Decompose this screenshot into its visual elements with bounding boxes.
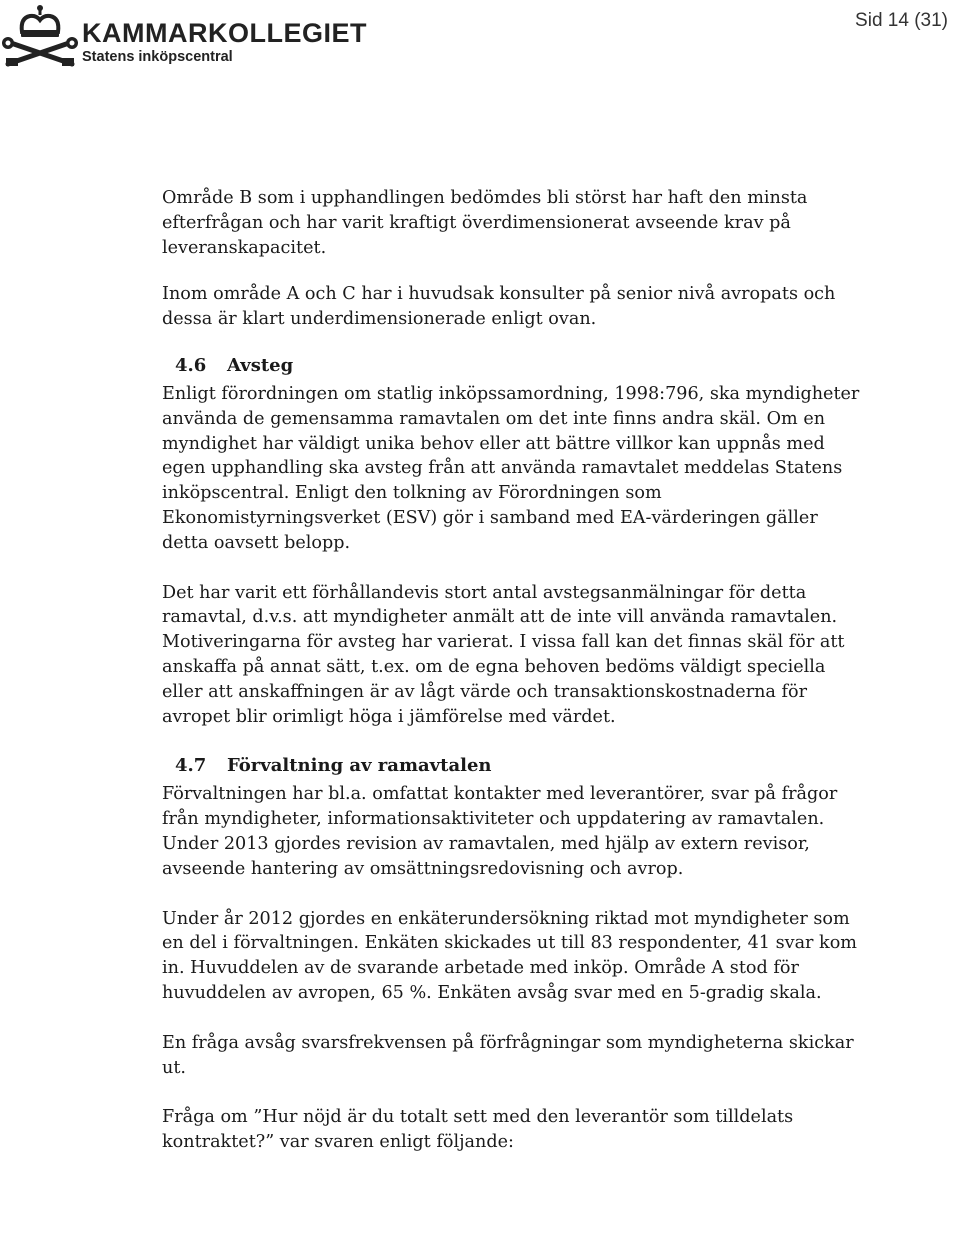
section-title: Förvaltning av ramavtalen: [227, 755, 492, 777]
kammarkollegiet-logo: [0, 2, 367, 68]
logo-subtitle: Statens inköpscentral: [82, 49, 233, 65]
section-number: 4.7: [175, 755, 207, 777]
paragraph-3: Enligt förordningen om statlig inköpssamordning, 1998:796, ska myndigheter använda de gemensamma ramavtalen om det inte finns andra skäl. Om en myndighet har väldigt unika behov eller att bättre villkor kan uppnås med egen upphandling ska avsteg från att använda ramavtalet meddelas Statens inköpscentral. Enligt den tolkning av Förordningen som Ekonomistyrningsverket (ESV) gör i samband med EA-värderingen gäller detta oavsett belopp.: [162, 383, 860, 553]
document-body: [162, 186, 862, 1180]
section-number: 4.6: [175, 354, 207, 376]
paragraph-8: Fråga om ”Hur nöjd är du totalt sett med den leverantör som tilldelats kontraktet?” var svaren enligt följande:: [162, 1107, 794, 1153]
page-number: Sid 14 (31): [855, 10, 948, 31]
paragraph-2: Inom område A och C har i huvudsak konsulter på senior nivå avropats och dessa är klart underdimensionerade enligt ovan.: [162, 284, 836, 330]
paragraph-5: Förvaltningen har bl.a. omfattat kontakter med leverantörer, svar på frågor från myndigheter, informationsaktiviteter och uppdatering av ramavtalen. Under 2013 gjordes revision av ramavtalen, med hjälp av extern revisor, avseende hantering av omsättningsredovisning och avrop.: [162, 784, 838, 879]
paragraph-1: Område B som i upphandlingen bedömdes bli störst har haft den minsta efterfrågan och har varit kraftigt överdimensionerat avseende krav på leveranskapacitet.: [162, 188, 808, 258]
paragraph-7: En fråga avsåg svarsfrekvensen på förfrågningar som myndigheterna skickar ut.: [162, 1032, 854, 1078]
section-heading-4-7: [175, 754, 862, 778]
paragraph-4: Det har varit ett förhållandevis stort antal avstegsanmälningar för detta ramavtal, d.v.s. att myndigheter anmält att de inte vill använda ramavtalen. Motiveringarna för avsteg har varierat. I vissa fall kan det finnas skäl för att anskaffa på annat sätt, t.ex. om de egna behoven bedöms väldigt speciella eller att anskaffningen är av lågt värde och transaktionskostnaderna för avropet blir orimligt höga i jämförelse med värdet.: [162, 582, 845, 727]
logo-name: KAMMARKOLLEGIET: [82, 18, 367, 48]
crown-keys-icon: [0, 2, 80, 68]
section-heading-4-6: [175, 354, 862, 378]
section-title: Avsteg: [227, 354, 294, 376]
paragraph-6: Under år 2012 gjordes en enkäterundersökning riktad mot myndigheter som en del i förvaltningen. Enkäten skickades ut till 83 respondenter, 41 svar kom in. Huvuddelen av de svarande arbetade med inköp. Område A stod för huvuddelen av avropen, 65 %. Enkäten avsåg svar med en 5-gradig skala.: [162, 908, 857, 1003]
